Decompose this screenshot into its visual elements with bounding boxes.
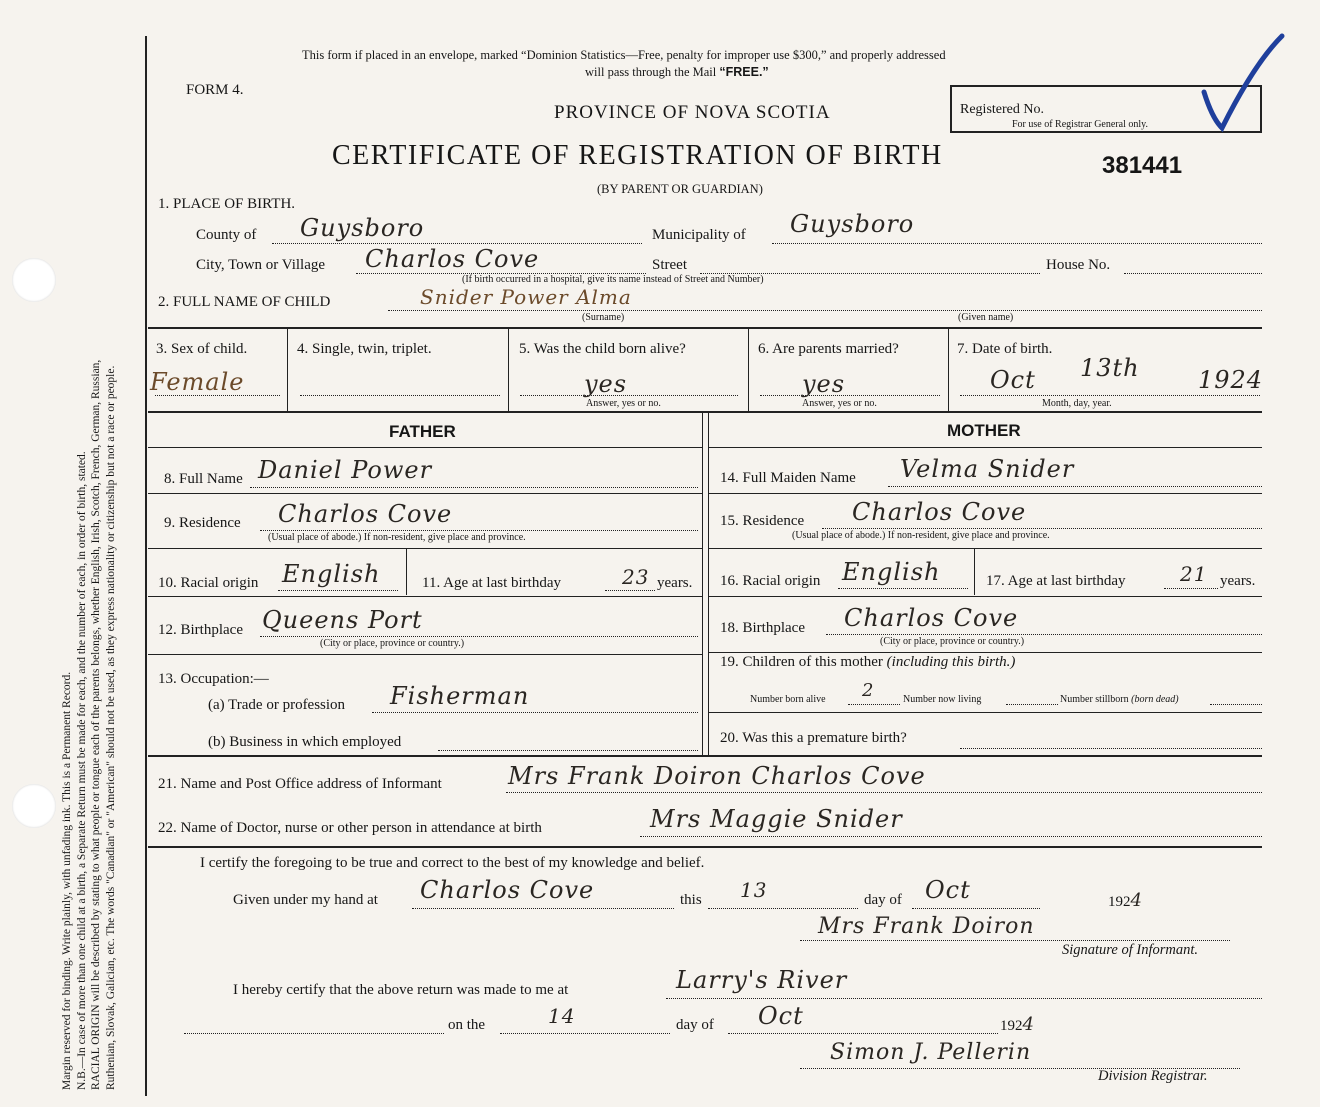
father-birthplace-value: Queens Port [262, 606, 423, 634]
mother-name-line [888, 486, 1262, 487]
single-twin-label: 4. Single, twin, triplet. [297, 341, 432, 357]
child-name-value: Snider Power Alma [420, 285, 632, 309]
father-birthplace-label: 12. Birthplace [158, 622, 243, 638]
registrar-place-line [666, 998, 1262, 999]
born-alive-line [520, 395, 738, 396]
registered-note: For use of Registrar General only. [1012, 119, 1148, 130]
stillborn-label [1060, 694, 1179, 705]
mother-residence-note: (Usual place of abode.) If non-resident, give place and province. [792, 530, 1050, 541]
certify-day-line [708, 908, 858, 909]
section-divider-2 [148, 411, 1262, 413]
certify-statement: I certify the foregoing to be true and correct to the best of my knowledge and belief. [200, 855, 705, 871]
born-alive-count-value: 2 [862, 680, 875, 701]
municipality-value: Guysboro [790, 210, 915, 238]
margin-rule [145, 36, 147, 1096]
section-divider-1 [148, 327, 1262, 329]
province-heading: PROVINCE OF NOVA SCOTIA [554, 102, 831, 123]
margin-line-1: Margin reserved for binding. Write plainly, with unfading ink. This is a Permanent Record. [61, 671, 73, 1090]
mail-notice-line-1: This form if placed in an envelope, marked “Dominion Statistics—Free, penalty for improper use $300,” and properly addressed [302, 48, 946, 62]
father-racial-label: 10. Racial origin [158, 575, 259, 591]
born-alive-note: Answer, yes or no. [586, 398, 661, 409]
registrar-month-line [728, 1033, 998, 1034]
form-number: FORM 4. [186, 82, 244, 98]
father-rule-1 [148, 493, 702, 494]
registrar-signature: Simon J. Pellerin [830, 1040, 1032, 1065]
doctor-value: Mrs Maggie Snider [650, 805, 903, 833]
section-divider-4 [148, 846, 1262, 848]
col-divider-3 [287, 329, 288, 411]
dob-label: 7. Date of birth. [957, 341, 1053, 357]
father-age-line [605, 590, 655, 591]
occupation-label: 13. Occupation:— [158, 671, 269, 687]
mother-residence-value: Charlos Cove [852, 498, 1027, 526]
parents-married-note: Answer, yes or no. [802, 398, 877, 409]
given-under-label: Given under my hand at [233, 892, 378, 908]
certify-year [1108, 890, 1143, 911]
registrar-place-value: Larry's River [676, 966, 848, 994]
father-residence-label: 9. Residence [164, 515, 241, 531]
mother-racial-divider [974, 549, 975, 595]
col-divider-5 [748, 329, 749, 411]
informant-line [506, 792, 1262, 793]
father-racial-value: English [282, 560, 381, 588]
born-alive-value: yes [584, 370, 628, 398]
col-divider-4 [508, 329, 509, 411]
given-place-value: Charlos Cove [420, 876, 595, 904]
father-residence-line [260, 530, 698, 531]
mother-rule-5 [709, 712, 1262, 713]
registrar-day-line [500, 1033, 670, 1034]
trade-line [372, 712, 698, 713]
born-alive-count-line [848, 704, 900, 705]
given-place-line [412, 908, 674, 909]
father-rule-4 [148, 654, 702, 655]
father-age-value: 23 [622, 565, 650, 589]
county-value: Guysboro [300, 214, 425, 242]
dob-note: Month, day, year. [1042, 398, 1112, 409]
section-divider-3 [148, 755, 1262, 757]
margin-line-4: Ruthenian, Slovak, Galician, etc. The words "Canadian" or "American" should not be used, as they express nationality or citizenship but not a race or people. [104, 365, 117, 1090]
given-name-note: (Given name) [958, 312, 1014, 323]
father-rule-3 [148, 596, 702, 597]
mother-rule-2 [709, 548, 1262, 549]
mother-racial-label: 16. Racial origin [720, 573, 821, 589]
father-name-line [250, 487, 698, 488]
sex-label: 3. Sex of child. [156, 341, 248, 357]
city-value: Charlos Cove [365, 245, 540, 273]
margin-instructions [60, 40, 142, 1090]
registrar-dayof-label: day of [676, 1017, 714, 1033]
premature-line [960, 748, 1262, 749]
margin-line-3: RACIAL ORIGIN will be described by stating to what people or tongue each of the parents belongs, whether English, Irish, Scotch, French, German, Russian, [90, 359, 102, 1090]
place-of-birth-heading: 1. PLACE OF BIRTH. [158, 196, 296, 212]
premature-label: 20. Was this a premature birth? [720, 730, 907, 746]
binder-hole-bottom [12, 784, 56, 828]
father-birthplace-note: (City or place, province or country.) [320, 638, 465, 649]
mother-age-value: 21 [1180, 562, 1208, 586]
father-racial-divider [406, 549, 407, 595]
municipality-line [772, 243, 1262, 244]
mother-birthplace-note: (City or place, province or country.) [880, 636, 1025, 647]
father-birthplace-line [260, 636, 698, 637]
mother-birthplace-value: Charlos Cove [844, 604, 1019, 632]
registration-number: 381441 [1102, 152, 1183, 179]
mother-rule-1 [709, 493, 1262, 494]
registrar-statement: I hereby certify that the above return was made to me at [233, 982, 569, 998]
municipality-label: Municipality of [652, 227, 746, 243]
informant-signature-label: Signature of Informant. [1062, 942, 1199, 958]
father-residence-value: Charlos Cove [278, 500, 453, 528]
children-label [720, 654, 1015, 671]
children-label-text: 19. Children of this mother [720, 654, 883, 670]
mother-residence-label: 15. Residence [720, 513, 805, 529]
check-mark-icon [1196, 30, 1296, 140]
parents-divider-b [708, 413, 709, 755]
city-label: City, Town or Village [196, 257, 326, 273]
street-label: Street [652, 257, 687, 273]
trade-label: (a) Trade or profession [208, 697, 346, 713]
registrar-on-label: on the [448, 1017, 486, 1033]
sex-value: Female [150, 368, 245, 396]
father-age-label: 11. Age at last birthday [422, 575, 561, 591]
surname-note: (Surname) [582, 312, 625, 323]
registrar-year [1000, 1014, 1035, 1035]
house-line [1124, 273, 1262, 274]
mother-rule-3 [709, 596, 1262, 597]
county-line [272, 243, 642, 244]
father-racial-line [278, 590, 398, 591]
parents-married-value: yes [802, 370, 846, 398]
mother-heading-rule [709, 447, 1262, 448]
mother-name-value: Velma Snider [900, 455, 1075, 483]
business-label: (b) Business in which employed [208, 734, 402, 750]
parents-married-label: 6. Are parents married? [758, 341, 899, 357]
hospital-note: (If birth occurred in a hospital, give its name instead of Street and Number) [462, 274, 764, 285]
mail-notice-free: “FREE.” [719, 65, 769, 79]
mother-rule-4 [709, 652, 1262, 653]
sex-line [155, 395, 280, 396]
registered-label: Registered No. [960, 102, 1044, 117]
now-living-line [1006, 704, 1058, 705]
business-line [438, 750, 698, 751]
single-line [300, 395, 500, 396]
house-number-label: House No. [1046, 257, 1111, 273]
born-alive-count-label: Number born alive [750, 694, 826, 705]
mail-notice-line-2 [585, 65, 769, 80]
certificate-title: CERTIFICATE OF REGISTRATION OF BIRTH [332, 140, 943, 171]
mother-age-line [1164, 588, 1218, 589]
col-divider-6 [948, 329, 949, 411]
informant-label: 21. Name and Post Office address of Informant [158, 776, 442, 792]
father-residence-note: (Usual place of abode.) If non-resident, give place and province. [268, 532, 526, 543]
doctor-label: 22. Name of Doctor, nurse or other person in attendance at birth [158, 820, 542, 836]
certificate-subtitle: (BY PARENT OR GUARDIAN) [597, 182, 763, 196]
father-rule-2 [148, 548, 702, 549]
mother-birthplace-label: 18. Birthplace [720, 620, 805, 636]
certify-month-value: Oct [925, 876, 971, 904]
county-label: County of [196, 227, 257, 243]
trade-value: Fisherman [390, 682, 530, 710]
child-name-line [388, 310, 1262, 311]
mother-years: years. [1220, 573, 1256, 589]
dob-year: 1924 [1198, 366, 1264, 394]
margin-line-2: N.B.—In case of more than one child at a birth, a Separate Return must be made for each, and the number of each, in order of birth, stated. [75, 451, 88, 1090]
stillborn-label-text: Number stillborn [1060, 694, 1129, 705]
registrar-year-digit: 4 [1022, 1014, 1035, 1035]
married-line [760, 395, 940, 396]
registrar-year-prefix: 192 [1000, 1018, 1023, 1034]
dob-month: Oct [990, 366, 1036, 394]
mother-birthplace-line [826, 634, 1262, 635]
mother-name-label: 14. Full Maiden Name [720, 470, 856, 486]
binder-hole-top [12, 258, 56, 302]
registrar-day-value: 14 [548, 1004, 576, 1028]
father-heading-rule [148, 447, 702, 448]
mother-racial-line [838, 588, 968, 589]
dob-day: 13th [1080, 354, 1140, 382]
registrar-lead-line [184, 1033, 444, 1034]
children-label-note: (including this birth.) [886, 654, 1016, 670]
this-label: this [680, 892, 702, 908]
parents-divider-a [702, 413, 703, 755]
informant-signature-line [800, 940, 1230, 941]
father-name-label: 8. Full Name [164, 471, 243, 487]
mother-residence-line [822, 528, 1262, 529]
certify-dayof-label: day of [864, 892, 902, 908]
dob-line [960, 395, 1260, 396]
father-years: years. [657, 575, 693, 591]
mother-heading: MOTHER [947, 421, 1021, 440]
born-alive-label: 5. Was the child born alive? [519, 341, 686, 357]
certify-day-value: 13 [740, 878, 768, 902]
stillborn-label-note: (born dead) [1131, 694, 1179, 705]
stillborn-line [1210, 704, 1262, 705]
mother-age-label: 17. Age at last birthday [986, 573, 1126, 589]
division-registrar-label: Division Registrar. [1098, 1068, 1208, 1084]
certify-month-line [912, 908, 1040, 909]
mother-racial-value: English [842, 558, 941, 586]
informant-signature: Mrs Frank Doiron [818, 914, 1035, 939]
father-name-value: Daniel Power [258, 456, 433, 484]
doctor-line [640, 836, 1262, 837]
certify-year-digit: 4 [1130, 890, 1143, 911]
now-living-label: Number now living [903, 694, 982, 705]
informant-value: Mrs Frank Doiron Charlos Cove [508, 762, 926, 790]
certify-year-prefix: 192 [1108, 894, 1131, 910]
registrar-month-value: Oct [758, 1002, 804, 1030]
father-heading: FATHER [389, 422, 456, 441]
mail-notice-text: will pass through the Mail [585, 65, 717, 79]
child-name-label: 2. FULL NAME OF CHILD [158, 294, 331, 310]
